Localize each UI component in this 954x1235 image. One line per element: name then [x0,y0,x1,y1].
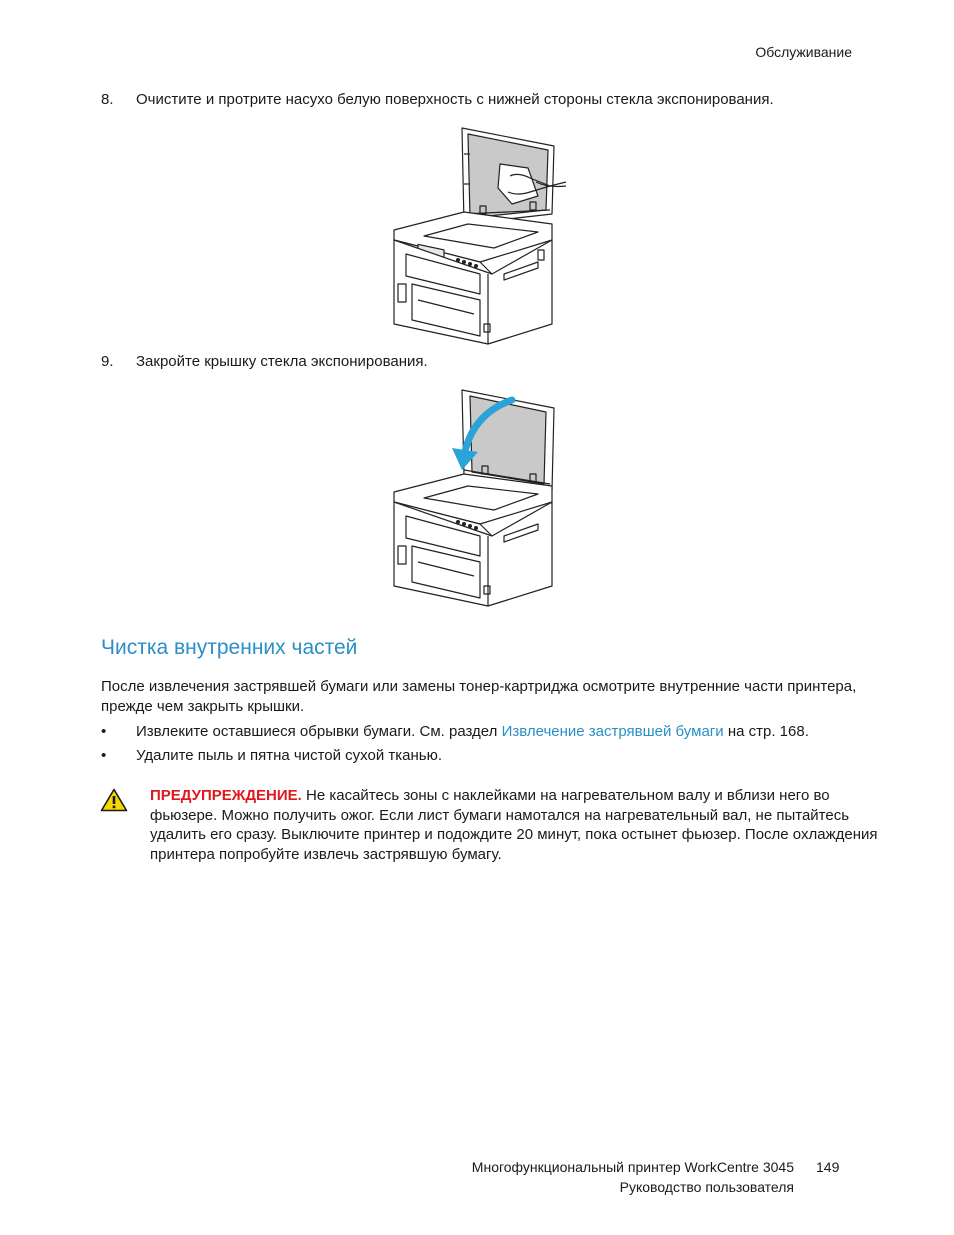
section-intro: После извлечения застрявшей бумаги или замены тонер-картриджа осмотрите внутренние части принтера, прежде чем закрыть крышки. [101,678,857,715]
footer-guide: Руководство пользователя [619,1179,794,1195]
step-text: Закройте крышку стекла экспонирования. [136,353,428,370]
step-text: Очистите и протрите насухо белую поверхность с нижней стороны стекла экспонирования. [136,91,774,108]
step-number: 9. [101,353,114,370]
page-footer [472,1157,794,1197]
printer-lid-close-illustration [388,386,568,608]
section-title: Чистка внутренних частей [101,636,358,659]
bullet-mark: • [101,747,107,764]
bullet-text: Удалите пыль и пятна чистой сухой тканью. [136,747,443,764]
list-item [101,722,809,746]
printer-lid-wipe-illustration [388,124,568,346]
bullet-text-after: на стр. 168. [723,723,809,740]
warning-text [150,786,880,864]
warning-triangle-icon [100,788,128,812]
footer-product: Многофункциональный принтер WorkCentre 3045 [471,1159,794,1175]
warning-label: ПРЕДУПРЕЖДЕНИЕ. [150,787,302,804]
bullet-list [101,722,809,770]
list-item [101,746,809,770]
paper-jam-link[interactable]: Извлечение застрявшей бумаги [501,723,724,740]
step-number: 8. [101,91,114,108]
page-number: 149 [816,1159,840,1175]
running-header: Обслуживание [755,44,852,60]
bullet-mark: • [101,723,107,740]
bullet-text: Извлеките оставшиеся обрывки бумаги. См. раздел [136,723,502,740]
warning-body: Не касайтесь зоны с наклейками на нагревательном валу и вблизи него во фьюзере. Можно получить ожог. Если лист бумаги намотался на нагревательный вал, не пытайтесь удалить его сразу. Выключите принтер и подождите 20 минут, пока остынет фьюзер. После охлаждения принтера попробуйте извлечь застрявшую бумагу. [150,787,878,863]
